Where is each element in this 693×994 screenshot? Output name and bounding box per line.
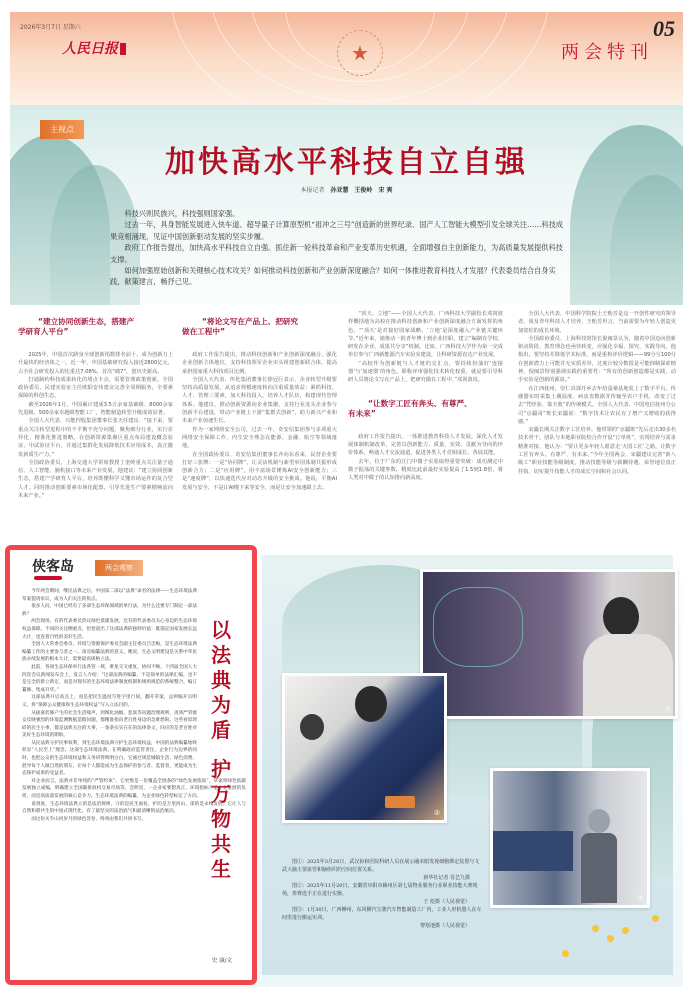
caption-credit: 王 彪摄（人民视觉） (423, 899, 470, 905)
person-head (603, 597, 639, 637)
author-name: 王俊岭 (354, 187, 373, 194)
photo-number: ③ (636, 894, 643, 902)
commentary-tag: 两会观察 (95, 560, 143, 576)
flower-decor (607, 935, 614, 942)
title-char: 为 (211, 693, 231, 717)
headline: 加快高水平科技自立自强 (165, 145, 528, 180)
paragraph: “高校作为创新链与人才链的交汇点，要持续扮演好‘连接器’与‘加速器’的角色。职称评审强化技术转化权重，就是要引导科研人员将论文写在产品上、把研究做在工程中。”邓剑波说。 (348, 360, 503, 384)
title-char: 物 (211, 807, 231, 831)
byline (10, 185, 683, 194)
flower-decor (592, 925, 599, 932)
paragraph: 宋疆长期关注数字工匠培养。他带领的“京疆班”先后走出30多名技术骨干。团队与本地职业院校合作开设“订单班”，实现培养与需求精准对接。他认为：“要让更多年轻人愿意走‘大国工匠’之路，让数字工匠有奔头、有尊严、有未来。”今年全国两会，宋疆建议完善“新八级工”职业技能等级制度，推动技能等级与薪酬待遇、荣誉地位真正挂钩，切实提升技能人才的成长空间和社会认同。 (518, 427, 676, 475)
section-tag: 主视点 (40, 120, 84, 139)
flower-decor (622, 927, 629, 934)
paragraph: 对企业而言，法典并非单纯的“严管约束”，它更像是一份覆盖全链条的“绿色发展指南”。草案将绿色低碳发展独立成编，明确建立全国碳排放权交易市场等，会明里，一企业家要想真正，环境指标不是企业发展的负担，而是高质量发展的核心竞争力。生态环境法典的编纂，为企业绿色转型标定了方向。 (22, 778, 246, 800)
paragraph: 在江西抚州，崇仁县郭圩乡去年给蚕桑基地装上了数字平台。传感器实时采集土壤湿度、病虫害数据并传输至农户手机，改变了过去“凭经验、靠天收”的传统模式。全国人大代表、中国电信抚州分公司“京疆哥”班长宋疆说：“数字技术让农民有了增产又增收的获得感。” (518, 385, 676, 425)
paragraph: 从拢嘉装修产生的社会生活噪声，到细化油烟、恶臭等问题治理规则，再到严管群众反映强烈的环境监测数据造假问题，都精准指向老百姓身边的急难愁盼。这些看似琐碎的民生小事，都是法典关注的大事，一条条实实在在的法律条文，回应的是老百姓对美好生态环境的期盼。 (22, 710, 197, 739)
caption: 图②：2025年11月20日，安徽省阜阳市颍州区第七届物业服务行业职业技能大赛现场，参赛选手正在进行实操。 (282, 883, 478, 897)
title-char: 生 (211, 857, 231, 881)
section-title: 两会特刊 (561, 42, 653, 63)
title-char: 万 (211, 782, 231, 806)
commentary-author: 史 康/文 (211, 958, 232, 964)
hero-banner (10, 105, 683, 305)
subhead-line: “将论文写在产品上、把研究 (202, 317, 299, 326)
brand-logo (32, 556, 74, 576)
article-column-3 (348, 310, 503, 482)
flower-decor (652, 915, 659, 922)
author-name: 孙亚慧 (330, 187, 349, 194)
flower-decor (562, 950, 569, 957)
robot-head (588, 809, 610, 833)
paragraph: 作为一家网络安全公司，过去一年，奇安信集团参与多项重大网络安全保障工作，内生安全理念在能源、金融、航空等领域落地。 (182, 426, 337, 450)
article-column-4 (518, 310, 676, 476)
paragraph: 很多人问，中国已经有了多部生态环保领域的单行法，为什么还要专门制定一部法典？ (22, 604, 197, 617)
caption-credit: 新华社记者 肖艺九摄 (423, 875, 470, 881)
subhead (18, 317, 173, 337)
subhead-line: 做在工程中” (182, 327, 225, 336)
paragraph: 说到底，生态环境法典立的是法治规则，守的是民生福祉，护的是万里河山，谋的是永续发展。它让人与自然和谐共生的中国式现代化，有了最坚实的法治底气和最清晰的法治航向。 (22, 801, 246, 815)
brand-text: 侠客岛 (32, 559, 74, 575)
byline-label: 本报记者 (300, 187, 325, 194)
author-name: 宋 爽 (378, 187, 393, 194)
paragraph: 而这份关乎山河岁月的绿色答卷，终将由我们共同书写。 (31, 816, 147, 822)
subhead-line: 有未来” (348, 408, 376, 418)
page-number: 05 (653, 16, 675, 41)
title-char: 护 (211, 757, 231, 781)
paragraph: 全国政协委员、上海科技馆馆长倪闽景认为，随着中国迈向创新驱动阶段，教育理念也亟待转变，应强化幸福、探究、实践导向。他指出，要坚持并降低学术标准，而是重构评价逻辑——99分与100分在创新潜力上可能并无实质差异，过度计较分数很是可能抑制探索精神。倪闽景特别强调实践的重要性：“所有的创新创造都是实践，动手实验是创新的源泉。” (518, 335, 676, 384)
logo-seal-icon (120, 43, 126, 55)
photo-captions (282, 858, 482, 930)
device (385, 796, 415, 808)
paragraph: 全国人大代表、传化集团董事长徐冠巨表示，企业转型升级要坚持高质量发展，从追求规模速度转向注重质量效益：紧抓科技、人才、管理三要素，加大科技投入，培养人才队伍，构建现代管理体系。他建议，推动创新资源向企业集聚，支持行业龙头企业参与创新平台建设，带动产业链上下游“集群式创新”，助力新兴产业和未来产业加速生长。 (182, 376, 337, 425)
paragraph: 全国人大代表、中国科学院院士王贻芳是这一开创性研究的领导者。谈及青年科技人才培养，王贻芳坦言，当前需要为年轻人创造更加宽松的成长环境。 (518, 311, 676, 334)
photo-2-skills-contest (282, 673, 447, 823)
issue-date: 2026年3月7日 星期六 (20, 24, 81, 31)
person-head (300, 714, 324, 740)
paragraph: 打通制约科技成果转化的堵点卡点，需要管理政策创新。全国政协委员、民建实验室主任欧阳安伟建议完善全周期服务，全要素保障的科创生态。 (18, 376, 173, 400)
logo-text: 人民日报 (62, 41, 118, 57)
paragraph: 全国政协委员、上海交通大学讲席教授丁奎岭重点关注量子通信、人工智能、脑机接口等未来产业发展。他建议：“建立协同创新生态，搭建产学研育人平台，培养既懂科学又懂市场运作的复合型人才。同时推动创新要素市场化配置，引导先进生产要素精畅流向未来产业。” (18, 459, 173, 500)
article-column-1 (18, 317, 173, 500)
commentary-body (22, 588, 246, 823)
paragraph: 去年，位于广东的江门中微子实验取得重要突破：成功测定中微子振荡的关键参数，精度比此前最好实验提高了1.5到1.8倍，将人类对中微子的认知推向新高度。 (348, 458, 503, 482)
paragraph: 从民法典守护民事权利，到生态环境法典守护生态环境权益，中国的法典编纂始终彰显“人民至上”理念。这部生态环境法典，在明确政府监管责任、企业行为边界的同时，也把公众的生态环境权益和义务讲得明明白白。它通过规范城镇生活、绿色消费、倡导每个人做自然的朋友，让每个人都能成为生态保护的参与者、监督者，更能成为生态保护成果的受益者。 (22, 740, 197, 777)
title-gap (208, 743, 234, 757)
star-emblem-icon: ★ (337, 30, 383, 76)
person-body (583, 634, 673, 719)
robot-body (581, 833, 617, 903)
title-char: 法 (211, 643, 231, 667)
title-char: 典 (211, 668, 231, 692)
article-column-2 (182, 317, 337, 492)
lead-paragraph: 科技兴则民族兴，科技强则国家强。 (124, 209, 240, 218)
title-char: 以 (211, 618, 231, 642)
lead-paragraph: 政府工作报告提出，加快高水平科技自立自强。抓住新一轮科技革命和产业变革历史机遇，全面增强自主创新能力，为高质量发展提供科技支撑。 (110, 243, 563, 264)
conveyor (493, 831, 573, 871)
lead-paragraphs (110, 208, 570, 288)
paragraph: 2025年，中国首次跻身全球创新指数排名前十，成为创新力上升最快的经济体之一。近一年，中国基础研究投入接近2800亿元，占全社会研发投入的比重达7.08%，首次“破7”，创历史新高。 (18, 352, 173, 375)
photo-number: ① (664, 705, 671, 713)
paragraph: 此前，各项生态环保单行法各管一域，难免交叉重复、协同不畅。十四届全国人大四次会议新闻发布会上，发言人介绍：“这部法典的编纂，不是简单的法律汇编，也不是完全的新立新定，而是对现有的生态环境法律制度机制和规则规范的系统整合、编订纂修、集成升华。” (22, 664, 197, 693)
subhead (182, 317, 337, 337)
caption: 图③：1月30日，广西柳州，东风柳汽宝骏汽车智能制造工厂内，工业人形机器人在车间里进行搬运实训。 (282, 907, 482, 921)
photo-number: ② (433, 809, 440, 817)
paragraph: 政府工作报告提出，一体推进教育科技人才发展。深化人才发展体制机制改革，完善以创新能力、质量、实效、贡献为导向的评价体系，畅通人才交流通道，促进各类人才竞相成长、各展其能。 (348, 433, 503, 457)
newspaper-logo (62, 38, 126, 58)
paragraph: 今年两会期间，继民法典之后，中国第二部以“法典”命名的法律——生态环境法典草案提请审议，成为人们关注的焦点。 (22, 589, 197, 602)
commentary-box (5, 545, 257, 985)
subhead-line: “建立协同创新生态，搭建产 (38, 317, 135, 326)
paragraph: 两会现场，有的代表委员热议绿色低碳发展，还有的代表委员关心身边的生态环境权益保障。不同的关注侧重点，恰恰道出了这部法典的独特价值：既锚定国家发展长远大计，也连着百姓的美好生活。 (22, 619, 197, 640)
paragraph: 这部法典开启高点上，而是把民生温度写进字里行间，翻开草案，总则编开宗明义，将“保障公众健康和生态环境权益”写入立法目的。 (22, 695, 197, 708)
subhead-line: 学研育人平台” (18, 327, 69, 336)
title-char: 盾 (211, 718, 231, 742)
brand-seal-icon (34, 576, 62, 580)
title-char: 共 (211, 832, 231, 856)
paragraph: 在全国政协委员、奇安信集团董事长齐向东看来，民营企业要打好三张牌：一是“协同牌”，让灵活机制与新型举国体制共振形成创新合力；二是“应用牌”，用丰富场景锤炼AI安全创新能力；三是“速度牌”，以快速迭代应对动态升级的安全挑战。他说，平衡AI发展与安全，不是让AI慢下来等安全，而是让安全加速跟上去。 (182, 451, 337, 491)
caption-credit: 黎寒池摄（人民视觉） (419, 923, 470, 929)
paragraph: 全国人大代表、兴能控股集团董事长张天任建议：“接下来，要重点关注转型进程中的不平衡不充分问题，聚焦细分行业，实行差异化、精准化推进策略。在创新资源集聚区重点布局建设概念验证、中试验证平台，并通过集群化发展降低技术应用成本，真正激发新质生产力。” (18, 418, 173, 458)
subhead-line: “让数字工匠有奔头、有尊严、 (368, 398, 472, 408)
masthead (10, 12, 683, 106)
paragraph: 全国人大常委会委员、环境与资源保护委员会副主任委员吕忠梅，是生态环境法典编纂工作的主要参与者之一。谈及编纂法典的意义，她说，生态文明建设是关系中华民族永续发展的根本大计，需要最高规格立法。 (22, 642, 197, 663)
paragraph: 政府工作报告提出，推动科技创新和产业创新深度融合。强化企业创新主体地位，支持科技领军企业牵头组建创新联合体，提高承担国家重大科技项目比例。 (182, 352, 337, 375)
commentary-title (208, 618, 234, 882)
hologram (433, 587, 523, 667)
caption: 图①：2025年3月26日，武汉协和医院科研人员在展示融未眼发现细胞绑定装置与文武大脑主要血管和脑组织的空间位置关系。 (282, 859, 480, 873)
paragraph: “顶天、立地”——全国人大代表、广西科技大学副校长邓剑波样概括地为高校在推动科技创新和产业创新深度融合方面发挥的角色。“‘顶天’是对接好国家战略，‘立地’是深度融入产业链关键环节。”近年来，她推动一批青年博士到企业挂职，建立“编制在学校、研发在企业、成果共分享”机制。比如，广西科技大学作为第一完成单位参与广西新能源汽车实验室建设，让科研资源直达产业发展。 (348, 311, 503, 359)
photo-3-humanoid-robots (490, 768, 650, 908)
subhead (348, 399, 503, 419)
lead-paragraph: 过去一年，具身智能发展进入快车道、超导量子计算原型机“祖冲之三号”创造新的世界纪录、国产人工智能大模型引发全球关注……科技成果竞相涌现，见证中国创新驱动发展的坚实步履。 (110, 220, 563, 241)
photo-1-ar-researcher (420, 569, 678, 719)
person-head (355, 686, 387, 722)
lead-paragraph: 如何加强原始创新和关键核心技术攻关？如何推动科技创新和产业创新深度融合？如何一体推进教育科技人才发展？代表委员结合自身实践，献策建言，畅抒己见。 (110, 266, 556, 287)
paragraph: 截至2026年1月，中国累计建成3.5万余家基础级、8000余家先进级、500余家卓越级智能工厂，智能制造转型升级成效显著。 (18, 401, 173, 417)
